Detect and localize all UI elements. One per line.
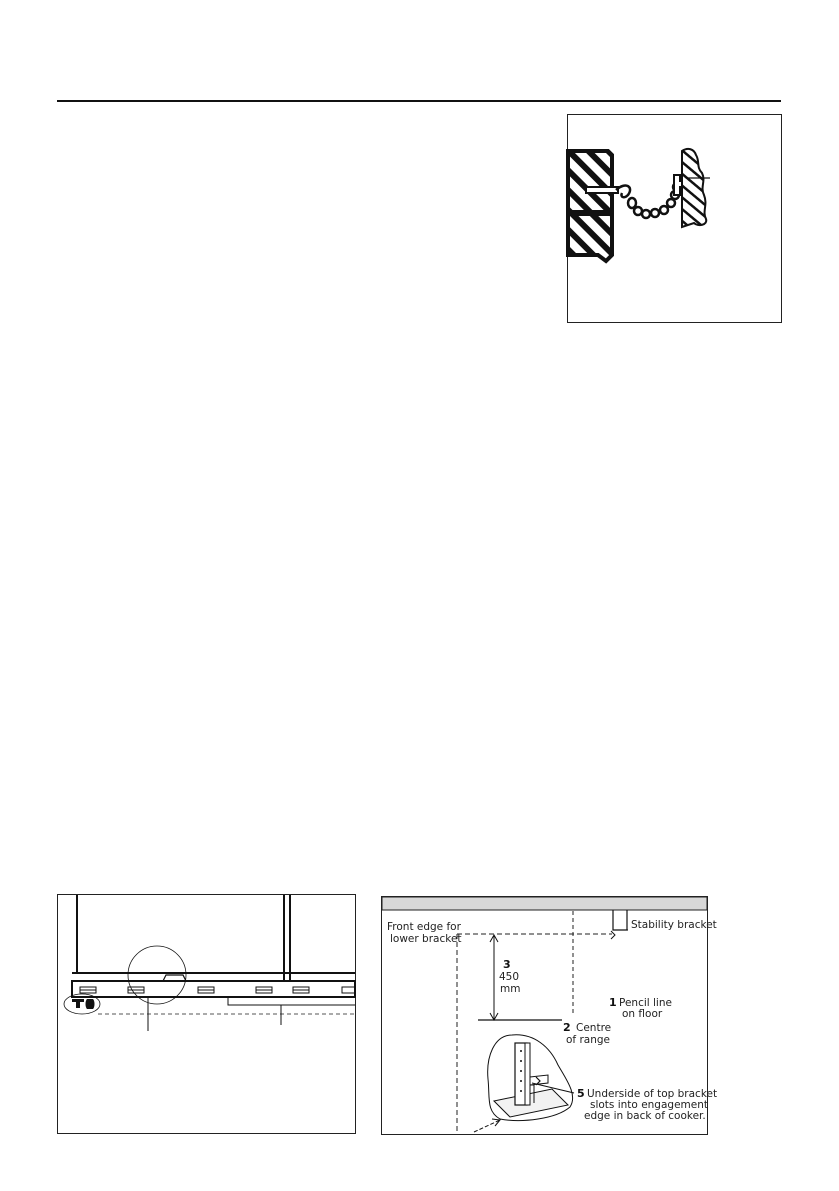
chain-restraint-illustration bbox=[568, 115, 781, 322]
header-rule bbox=[57, 100, 781, 102]
step2-number: 2 bbox=[563, 1021, 571, 1034]
step1-label-2: on floor bbox=[622, 1008, 663, 1020]
step5-label-3: edge in back of cooker. bbox=[584, 1110, 706, 1122]
bracket-inset-illustration bbox=[488, 1035, 574, 1121]
step1-label-1: Pencil line bbox=[619, 997, 672, 1009]
wall-band bbox=[382, 897, 707, 910]
step2-label-1: Centre bbox=[576, 1022, 612, 1034]
front-edge-label-1: Front edge for bbox=[387, 921, 461, 933]
step5-label-2: slots into engagement bbox=[590, 1099, 708, 1111]
cooker-section-hatched bbox=[568, 151, 612, 261]
adjustable-feet bbox=[72, 999, 95, 1009]
step5-number: 5 bbox=[577, 1087, 585, 1100]
step3-value: 450 bbox=[499, 971, 520, 983]
wall-section-hatched bbox=[682, 149, 706, 227]
front-edge-label-2: lower bracket bbox=[390, 933, 462, 945]
stability-bracket-figure bbox=[381, 896, 718, 1135]
step5-label-1: Underside of top bracket bbox=[587, 1088, 718, 1100]
stability-bracket-label: Stability bracket bbox=[631, 919, 717, 931]
stability-bracket-diagram bbox=[382, 897, 718, 1134]
step2-label-2: of range bbox=[566, 1034, 610, 1046]
step3-unit: mm bbox=[500, 983, 521, 995]
stability-bracket-shape bbox=[613, 910, 627, 930]
step3-number: 3 bbox=[503, 958, 511, 971]
chain-restraint-figure bbox=[567, 114, 782, 323]
hook-slot bbox=[586, 187, 618, 193]
plinth-feet-figure bbox=[57, 894, 356, 1134]
step1-number: 1 bbox=[609, 996, 617, 1009]
plinth-feet-illustration bbox=[58, 895, 355, 1133]
